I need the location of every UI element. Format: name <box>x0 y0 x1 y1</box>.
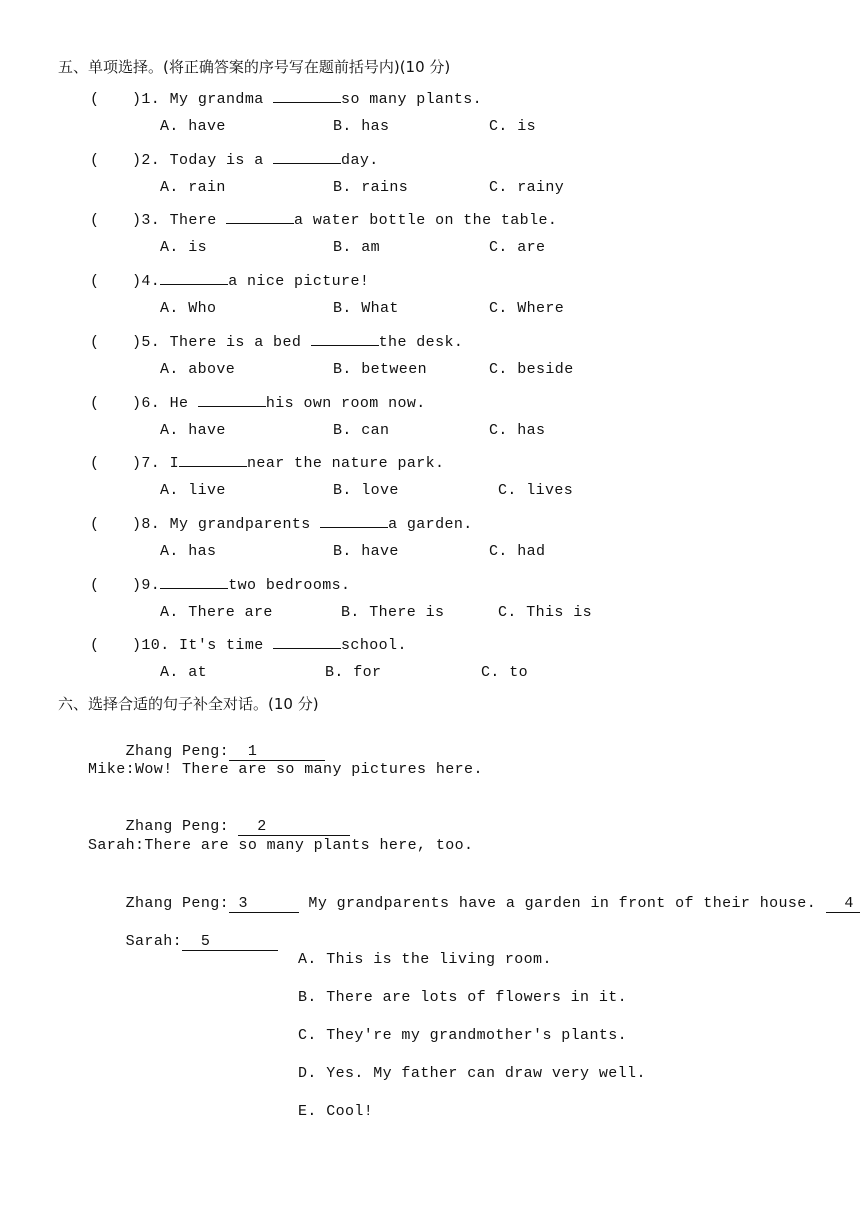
question-text-before: My grandparents <box>169 515 321 533</box>
answer-blank-1[interactable] <box>229 744 325 761</box>
question-text-after: a nice picture! <box>228 273 370 291</box>
fill-in-blank[interactable] <box>311 330 379 346</box>
choice-c: C. They're my grandmother's plants. <box>298 1027 628 1044</box>
question-number: )6. <box>132 394 161 412</box>
option-b[interactable]: B. have <box>333 542 399 560</box>
fill-in-blank[interactable] <box>273 87 341 103</box>
question-1 <box>90 87 482 110</box>
question-number: )8. <box>132 515 161 533</box>
question-text-before: It's time <box>179 637 274 655</box>
question-number: )10. <box>132 637 170 655</box>
answer-bracket[interactable]: ( <box>90 151 100 169</box>
option-a[interactable]: A. rain <box>160 178 226 196</box>
spacer <box>160 455 169 472</box>
question-number: )1. <box>132 91 161 108</box>
question-number: )9. <box>132 576 161 594</box>
option-c[interactable]: C. beside <box>489 360 574 378</box>
question-text-after: his own room now. <box>265 394 426 412</box>
question-text-before: He <box>169 394 198 412</box>
section-6-title: 六、选择合适的句子补全对话。(10 分) <box>58 695 319 713</box>
choice-e: E. Cool! <box>298 1103 374 1120</box>
choice-a: A. This is the living room. <box>298 951 552 968</box>
option-c[interactable]: C. had <box>489 542 546 560</box>
question-5 <box>90 330 463 353</box>
option-c[interactable]: C. has <box>489 421 546 439</box>
question-number: )5. <box>132 333 161 351</box>
question-number: )3. <box>132 212 161 230</box>
option-b[interactable]: B. has <box>333 118 390 135</box>
question-6 <box>90 391 426 414</box>
answer-bracket[interactable]: ( <box>90 455 100 473</box>
question-text-before: There is a bed <box>169 333 311 351</box>
answer-bracket[interactable]: ( <box>90 212 100 230</box>
fill-in-blank[interactable] <box>160 573 228 589</box>
speaker: Zhang Peng: <box>125 895 230 912</box>
option-a[interactable]: A. have <box>160 118 226 135</box>
question-text-before: I <box>169 455 180 473</box>
option-a[interactable]: A. above <box>160 360 236 378</box>
option-a[interactable]: A. at <box>160 664 208 682</box>
answer-bracket[interactable]: ( <box>90 576 100 594</box>
spacer <box>160 212 169 229</box>
blank-number: 5 <box>200 933 211 950</box>
question-text-after: near the nature park. <box>247 455 445 473</box>
answer-blank-2[interactable] <box>238 819 350 836</box>
question-text-before: Today is a <box>169 151 274 169</box>
fill-in-blank[interactable] <box>179 451 247 467</box>
question-number: )4. <box>132 273 161 291</box>
option-b[interactable]: B. There is <box>341 603 445 621</box>
question-number: )7. <box>132 455 161 473</box>
option-c[interactable]: C. Where <box>489 300 565 318</box>
fill-in-blank[interactable] <box>273 633 341 649</box>
option-b[interactable]: B. What <box>333 300 399 318</box>
question-text-before: My grandma <box>169 91 274 108</box>
option-b[interactable]: B. rains <box>333 178 409 196</box>
speaker: Zhang Peng: <box>125 743 230 760</box>
option-b[interactable]: B. for <box>325 664 382 682</box>
option-b[interactable]: B. between <box>333 360 428 378</box>
blank-number: 1 <box>247 743 258 760</box>
option-b[interactable]: B. love <box>333 482 399 500</box>
option-c[interactable]: C. to <box>481 664 529 682</box>
option-a[interactable]: A. is <box>160 239 208 257</box>
fill-in-blank[interactable] <box>160 269 228 285</box>
question-7 <box>90 451 444 474</box>
option-c[interactable]: C. rainy <box>489 178 565 196</box>
option-a[interactable]: A. have <box>160 421 226 439</box>
option-a[interactable]: A. live <box>160 482 226 500</box>
question-8 <box>90 512 473 535</box>
question-text-before: There <box>169 212 227 230</box>
dialogue-line-6 <box>88 912 278 972</box>
blank-number: 4 <box>844 895 854 912</box>
answer-blank-3[interactable] <box>229 896 299 913</box>
dialogue-text: My grandparents have a garden in front of their house. <box>299 895 826 912</box>
answer-blank-5[interactable] <box>182 934 278 951</box>
option-c[interactable]: C. lives <box>498 482 574 500</box>
answer-bracket[interactable]: ( <box>90 515 100 533</box>
answer-bracket[interactable]: ( <box>90 394 100 412</box>
spacer <box>160 91 169 108</box>
question-4 <box>90 269 369 292</box>
spacer <box>160 334 169 351</box>
dialogue-line-4: Sarah:There are so many plants here, too. <box>88 837 474 854</box>
question-2 <box>90 148 379 171</box>
answer-blank-4[interactable] <box>826 896 860 913</box>
question-text-after: a water bottle on the table. <box>294 212 558 230</box>
option-b[interactable]: B. am <box>333 239 381 257</box>
question-text-after: a garden. <box>388 515 473 533</box>
blank-number: 3 <box>238 895 248 912</box>
question-text-after: so many plants. <box>341 91 483 108</box>
choice-b: B. There are lots of flowers in it. <box>298 989 628 1006</box>
section-5-title: 五、单项选择。(将正确答案的序号写在题前括号内)(10 分) <box>58 58 451 76</box>
spacer <box>160 395 169 412</box>
question-text-after: the desk. <box>378 333 464 351</box>
option-c[interactable]: C. is <box>489 118 537 135</box>
option-b[interactable]: B. can <box>333 421 390 439</box>
speaker: Zhang Peng: <box>125 818 239 835</box>
answer-bracket[interactable]: ( <box>90 637 100 655</box>
dialogue-line-2: Mike:Wow! There are so many pictures here. <box>88 761 483 778</box>
option-a[interactable]: A. There are <box>160 603 273 621</box>
fill-in-blank[interactable] <box>273 148 341 164</box>
answer-bracket[interactable]: ( <box>90 333 100 351</box>
fill-in-blank[interactable] <box>320 512 388 528</box>
fill-in-blank[interactable] <box>198 391 266 407</box>
answer-bracket[interactable]: ( <box>90 91 100 108</box>
question-9 <box>90 573 350 596</box>
option-a[interactable]: A. has <box>160 542 217 560</box>
blank-number: 2 <box>257 818 267 835</box>
option-c[interactable]: C. are <box>489 239 546 257</box>
spacer <box>160 152 169 169</box>
question-10 <box>90 633 407 656</box>
answer-bracket[interactable]: ( <box>90 273 100 291</box>
spacer <box>170 637 179 654</box>
question-text-after: day. <box>341 151 379 169</box>
speaker: Sarah: <box>125 933 183 950</box>
choice-d: D. Yes. My father can draw very well. <box>298 1065 646 1082</box>
question-3 <box>90 208 557 231</box>
option-c[interactable]: C. This is <box>498 603 593 621</box>
question-text-after: two bedrooms. <box>228 576 351 594</box>
question-text-after: school. <box>341 637 407 655</box>
spacer <box>160 516 169 533</box>
option-a[interactable]: A. Who <box>160 300 217 318</box>
question-number: )2. <box>132 151 161 169</box>
fill-in-blank[interactable] <box>226 208 294 224</box>
